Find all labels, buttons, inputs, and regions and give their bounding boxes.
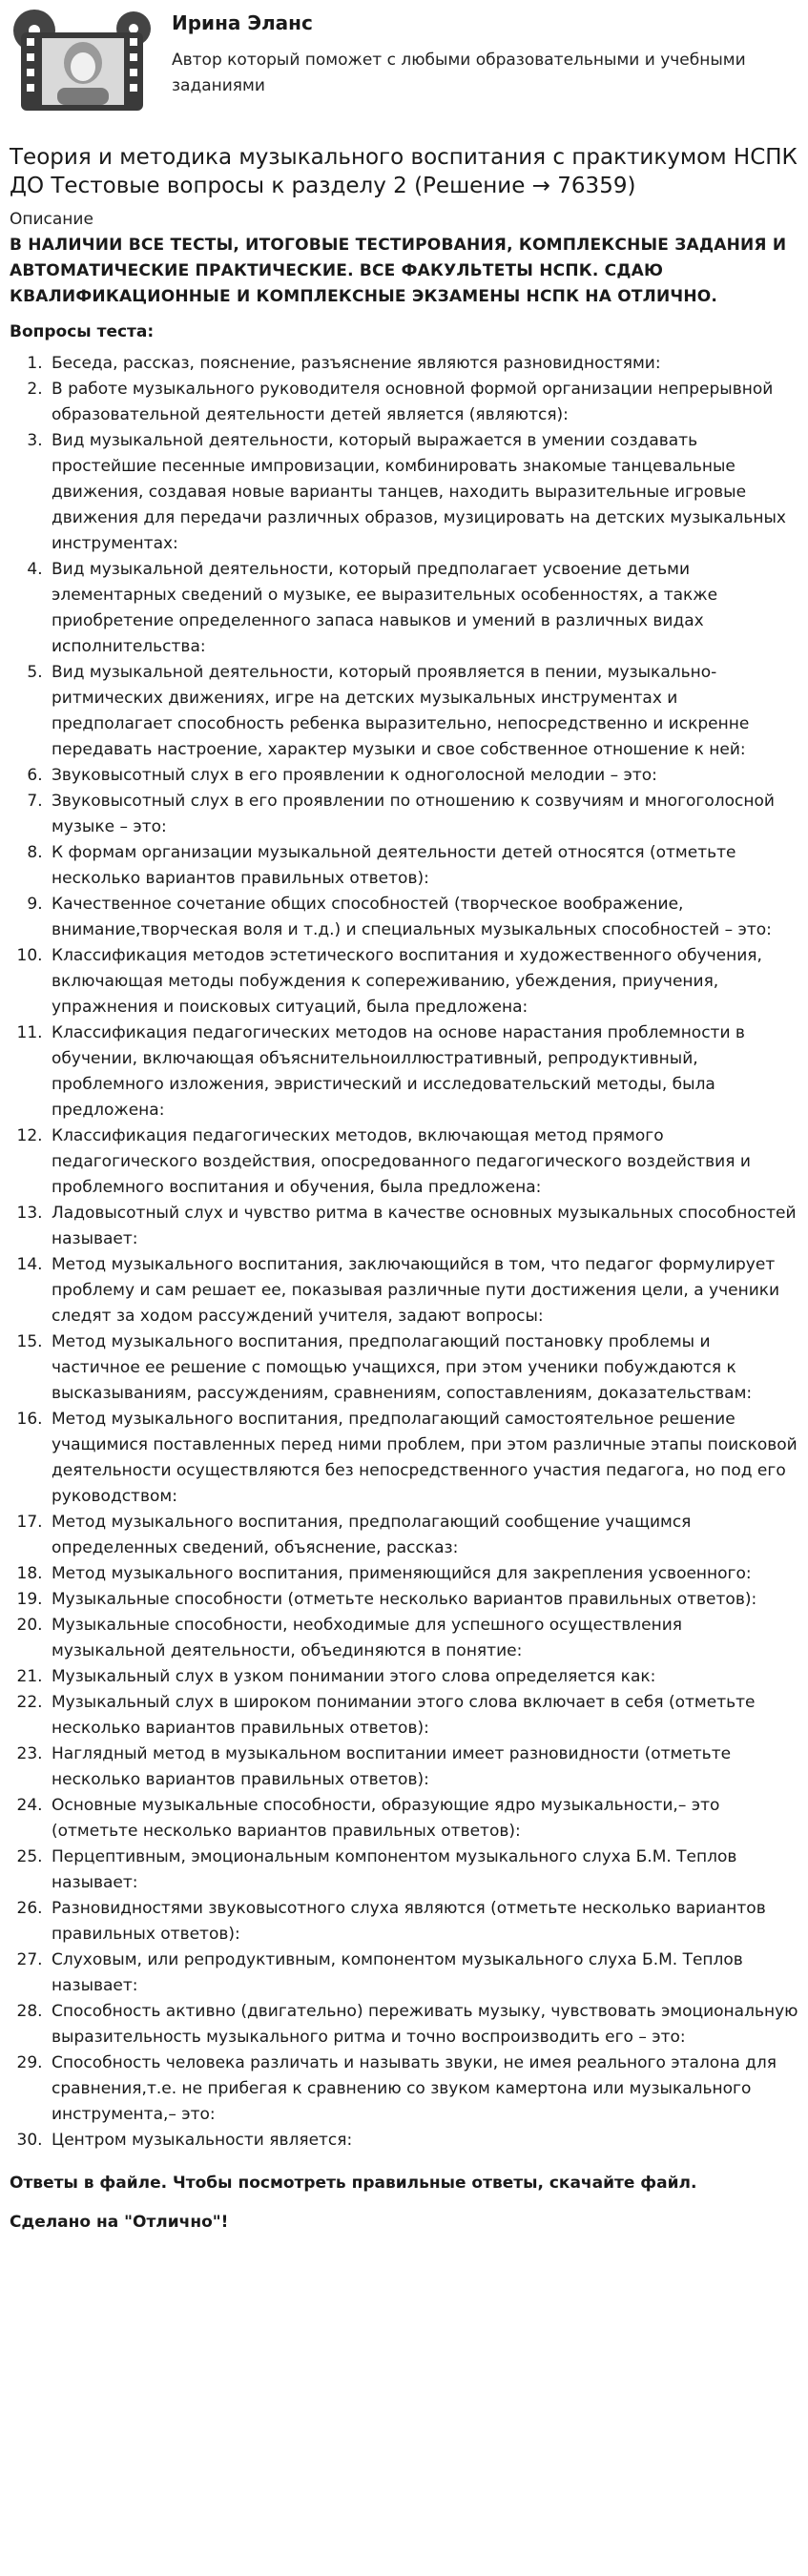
question-item: 15. Метод музыкального воспитания, предполагающий постановку проблемы и частичное ее решение с помощью учащихся, при этом ученики побуждаются к высказываниям, рассуждениям, сравнениям, сопоставлениям, доказательствам: [48,1329,798,1407]
question-item: 17. Метод музыкального воспитания, предполагающий сообщение учащимся определенных сведений, объяснение, рассказ: [48,1510,798,1561]
question-item: 30. Центром музыкальности является: [48,2128,798,2154]
question-item: 18. Метод музыкального воспитания, применяющийся для закрепления усвоенного: [48,1561,798,1587]
question-item: 5. Вид музыкальной деятельности, который проявляется в пении, музыкально-ритмических движениях, игре на детских музыкальных инструментах и предполагает способность ребенка выразительно, непосредственно и искренне передавать настроение, характер музыки и свое собственное отношение к ней: [48,660,798,763]
questions-heading: Вопросы теста: [10,322,155,341]
author-description: Автор который поможет с любыми образовательными и учебными заданиями [172,51,746,95]
question-item: 6. Звуковысотный слух в его проявлении к одноголосной мелодии – это: [48,763,798,789]
question-item: 3. Вид музыкальной деятельности, который выражается в умении создавать простейшие песенные импровизации, комбинировать знакомые танцевальные движения, создавая новые варианты танцев, находить выразительные игровые движения для передачи различных образов, музицировать на детских музыкальных инструментах: [48,428,798,557]
page-title: Теория и методика музыкального воспитания с практикумом НСПК ДО Тестовые вопросы к разделу 2 (Решение → 76359) [10,145,798,198]
question-item: 2. В работе музыкального руководителя основной формой организации непрерывной образовательной деятельности детей является (являются): [48,377,798,428]
question-item: 22. Музыкальный слух в широком понимании этого слова включает в себя (отметьте несколько вариантов правильных ответов): [48,1690,798,1741]
question-item: 10. Классификация методов эстетического воспитания и художественного обучения, включающая методы побуждения к сопереживанию, убеждения, приучения, упражнения и поисковых ситуаций, была предложена: [48,943,798,1020]
grade-note: Сделано на "Отлично"! [10,2213,229,2232]
question-item: 4. Вид музыкальной деятельности, который предполагает усвоение детьми элементарных сведений о музыке, ее выразительных особенностях, а также приобретение определенного запаса навыков и умений в различных видах исполнительства: [48,557,798,660]
question-item: 27. Слуховым, или репродуктивным, компонентом музыкального слуха Б.М. Теплов называет: [48,1947,798,1999]
question-item: 1. Беседа, рассказ, пояснение, разъяснение являются разновидностями: [48,351,798,377]
question-item: 11. Классификация педагогических методов на основе нарастания проблемности в обучении, включающая объяснительноиллюстративный, репродуктивный, проблемного изложения, эвристический и исследовательский методы, была предложена: [48,1020,798,1123]
question-item: 24. Основные музыкальные способности, образующие ядро музыкальности,– это (отметьте несколько вариантов правильных ответов): [48,1793,798,1844]
question-item: 21. Музыкальный слух в узком понимании этого слова определяется как: [48,1664,798,1690]
question-item: 26. Разновидностями звуковысотного слуха являются (отметьте несколько вариантов правильных ответов): [48,1896,798,1947]
question-item: 9. Качественное сочетание общих способностей (творческое воображение, внимание,творческая воля и т.д.) и специальных музыкальных способностей – это: [48,892,798,943]
question-item: 13. Ладовысотный слух и чувство ритма в качестве основных музыкальных способностей называет: [48,1201,798,1252]
question-item: 20. Музыкальные способности, необходимые для успешного осуществления музыкальной деятельности, объединяются в понятие: [48,1613,798,1664]
author-avatar[interactable] [10,4,153,118]
question-item: 23. Наглядный метод в музыкальном воспитании имеет разновидности (отметьте несколько вариантов правильных ответов): [48,1741,798,1793]
question-item: 28. Способность активно (двигательно) переживать музыку, чувствовать эмоциональную выразительность музыкального ритма и точно воспроизводить его – это: [48,1999,798,2050]
question-item: 12. Классификация педагогических методов, включающая метод прямого педагогического воздействия, опосредованного педагогического воздействия и проблемного воспитания и обучения, была предложена: [48,1123,798,1201]
question-item: 19. Музыкальные способности (отметьте несколько вариантов правильных ответов): [48,1587,798,1613]
question-item: 7. Звуковысотный слух в его проявлении по отношению к созвучиям и многоголосной музыке – это: [48,789,798,840]
question-item: 25. Перцептивным, эмоциональным компонентом музыкального слуха Б.М. Теплов называет: [48,1844,798,1896]
film-frame-avatar-icon [10,4,153,118]
answers-in-file-note: Ответы в файле. Чтобы посмотреть правильные ответы, скачайте файл. [10,2174,697,2193]
questions-list [10,351,798,2154]
question-item: 14. Метод музыкального воспитания, заключающийся в том, что педагог формулирует проблему и сам решает ее, показывая различные пути достижения цели, а ученики следят за ходом рассуждений учителя, задают вопросы: [48,1252,798,1329]
question-item: 29. Способность человека различать и называть звуки, не имея реального эталона для сравнения,т.е. не прибегая к сравнению со звуком камертона или музыкального инструмента,– это: [48,2050,798,2128]
question-item: 8. К формам организации музыкальной деятельности детей относятся (отметьте несколько вариантов правильных ответов): [48,840,798,892]
author-card [10,0,798,134]
description-label: Описание [10,210,93,229]
author-info [153,4,798,99]
author-name[interactable]: Ирина Эланс [172,11,313,34]
notice-text: В НАЛИЧИИ ВСЕ ТЕСТЫ, ИТОГОВЫЕ ТЕСТИРОВАНИЯ, КОМПЛЕКСНЫЕ ЗАДАНИЯ И АВТОМАТИЧЕСКИЕ ПРАКТИЧЕСКИЕ. ВСЕ ФАКУЛЬТЕТЫ НСПК. СДАЮ КВАЛИФИКАЦИОННЫЕ И КОМПЛЕКСНЫЕ ЭКЗАМЕНЫ НСПК НА ОТЛИЧНО. [10,236,787,306]
question-item: 16. Метод музыкального воспитания, предполагающий самостоятельное решение учащимися поставленных перед ними проблем, при этом различные этапы поисковой деятельности осуществляются без непосредственного участия педагога, но под его руководством: [48,1407,798,1510]
